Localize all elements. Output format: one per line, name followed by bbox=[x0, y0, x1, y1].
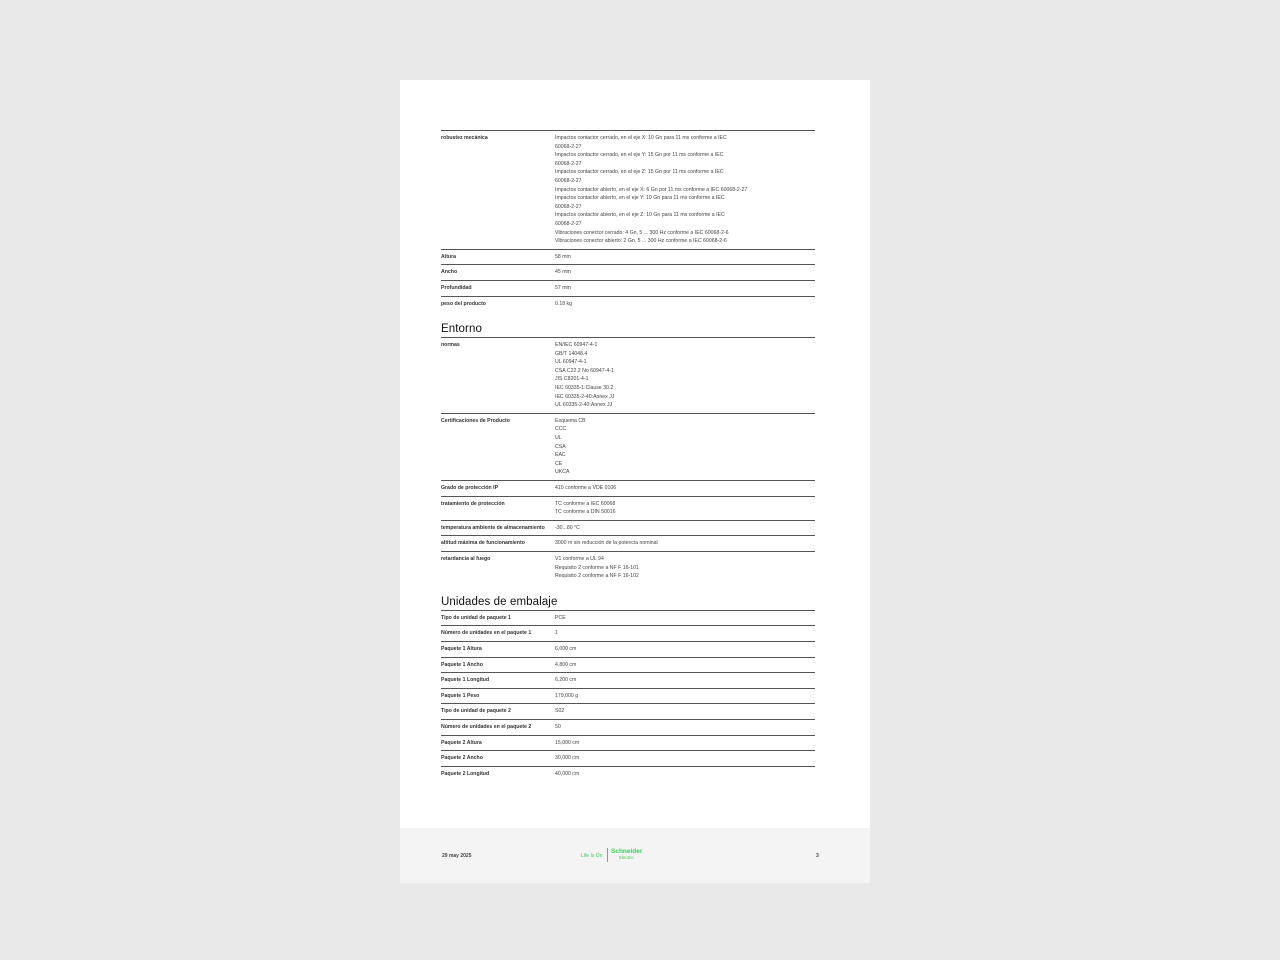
spec-row bbox=[441, 688, 815, 704]
spec-row bbox=[441, 130, 815, 249]
spec-row bbox=[441, 551, 815, 584]
logo-brand-bottom: Electric bbox=[619, 855, 634, 860]
spec-value-line: 60068-2-27 bbox=[555, 203, 582, 210]
spec-value-line: TC conforme a IEC 60068 bbox=[555, 500, 616, 507]
spec-value bbox=[555, 614, 815, 623]
spec-value-line: S02 bbox=[555, 708, 565, 715]
section-title-entorno: Entorno bbox=[441, 323, 482, 336]
spec-row bbox=[441, 413, 815, 480]
spec-label: Paquete 2 Longitud bbox=[441, 770, 490, 777]
footer-date: 29 may 2025 bbox=[442, 853, 472, 859]
spec-label: retardancia al fuego bbox=[441, 555, 491, 562]
spec-value-line: CCC bbox=[555, 426, 567, 433]
spec-value-line: 3000 m sin reducción de la potencia nominal bbox=[555, 540, 658, 547]
spec-row bbox=[441, 520, 815, 536]
spec-value-line: EN/IEC 60947-4-1 bbox=[555, 342, 598, 349]
spec-value-line: 40,000 cm bbox=[555, 770, 580, 777]
spec-value-line: CE bbox=[555, 460, 563, 467]
spec-label: Paquete 1 Longitud bbox=[441, 677, 490, 684]
spec-value-line: EAC bbox=[555, 452, 566, 459]
document-page bbox=[400, 80, 870, 883]
spec-row bbox=[441, 641, 815, 657]
spec-value-line: Requisito 2 conforme a NF F 16-102 bbox=[555, 573, 639, 580]
spec-row bbox=[441, 296, 815, 312]
spec-value-line: CSA C22.2 No 60947-4-1 bbox=[555, 367, 614, 374]
spec-label: temperatura ambiente de almacenamiento bbox=[441, 524, 545, 531]
spec-value-line: UL bbox=[555, 435, 562, 442]
spec-value-line: PCE bbox=[555, 614, 566, 621]
spec-value-line: 57 mm bbox=[555, 284, 571, 291]
spec-value-line: Esquema CB bbox=[555, 417, 586, 424]
spec-value bbox=[555, 707, 815, 716]
spec-value-line: IEC 60335-2-40:Annex JJ bbox=[555, 393, 615, 400]
spec-value-line: 50 bbox=[555, 723, 561, 730]
spec-value bbox=[555, 739, 815, 748]
spec-value-line: GB/T 14048.4 bbox=[555, 350, 588, 357]
spec-value-line: Impactos contactor cerrado, en el eje X: 10 Gn para 11 ms conforme a IEC bbox=[555, 135, 727, 141]
spec-label: tratamiento de protección bbox=[441, 500, 505, 507]
spec-value-line: CSA bbox=[555, 443, 566, 450]
spec-value bbox=[555, 524, 815, 533]
spec-row bbox=[441, 535, 815, 551]
spec-value bbox=[555, 539, 815, 548]
packaging-spec-table bbox=[441, 610, 815, 782]
spec-value-line: 179,000 g bbox=[555, 692, 579, 699]
spec-value-line: 60068-2-27 bbox=[555, 160, 582, 167]
spec-label: Número de unidades en el paquete 2 bbox=[441, 723, 532, 730]
page-number: 3 bbox=[816, 853, 819, 859]
spec-value-line: TC conforme a DIN 50016 bbox=[555, 509, 616, 516]
logo-brand-top: Schneider bbox=[611, 848, 643, 855]
spec-value-line: Requisito 2 conforme a NF F 16-101 bbox=[555, 564, 639, 571]
page-footer bbox=[400, 828, 870, 883]
spec-value-line: 410 conforme a VDE 0106 bbox=[555, 485, 617, 491]
spec-label: peso del producto bbox=[441, 300, 486, 307]
spec-value bbox=[555, 268, 815, 277]
spec-value bbox=[555, 770, 815, 779]
spec-value bbox=[555, 754, 815, 763]
spec-value-line: UKCA bbox=[555, 469, 570, 476]
spec-value-line: 0.18 kg bbox=[555, 300, 573, 307]
spec-value-line: Vibraciones conector cerrado: 4 Gn, 5 ... 300 Hz conforme a IEC 60068-2-6 bbox=[555, 229, 729, 236]
spec-row bbox=[441, 719, 815, 735]
spec-label: Paquete 1 Altura bbox=[441, 645, 482, 652]
spec-row bbox=[441, 657, 815, 673]
footer-tagline: Life Is On bbox=[581, 853, 603, 859]
spec-value-line: 60068-2-27 bbox=[555, 143, 582, 150]
spec-value-line: Vibraciones conector abierto: 2 Gn, 5 ... 300 Hz conforme a IEC 60068-2-6 bbox=[555, 238, 727, 245]
spec-row bbox=[441, 625, 815, 641]
spec-label: Paquete 2 Altura bbox=[441, 739, 482, 746]
environment-spec-table bbox=[441, 337, 815, 584]
spec-label: normas bbox=[441, 342, 460, 349]
spec-value-line: UL 60947-4-1 bbox=[555, 359, 587, 366]
spec-row bbox=[441, 264, 815, 280]
section-title-embalaje: Unidades de embalaje bbox=[441, 595, 558, 608]
spec-label: Certificaciones de Producto bbox=[441, 417, 510, 424]
mechanical-spec-table bbox=[441, 130, 815, 311]
spec-value-line: 1 bbox=[555, 630, 558, 637]
spec-label: robustez mecánica bbox=[441, 135, 488, 141]
spec-value-line: 6,000 cm bbox=[555, 645, 577, 652]
page-content bbox=[441, 130, 815, 781]
spec-value-line: UL 60335-2-40:Annex JJ bbox=[555, 402, 613, 409]
spec-value-line: 30,000 cm bbox=[555, 755, 580, 762]
spec-value bbox=[555, 341, 815, 410]
spec-value bbox=[555, 500, 815, 517]
spec-value-line: Impactos contactor cerrado, en el eje Z: 15 Gn por 11 ms conforme a IEC bbox=[555, 169, 724, 176]
spec-value bbox=[555, 661, 815, 670]
spec-label: Tipo de unidad de paquete 2 bbox=[441, 708, 511, 715]
spec-value bbox=[555, 645, 815, 654]
spec-row bbox=[441, 496, 815, 520]
spec-value-line: IEC 60335-1:Clause 30.2 bbox=[555, 385, 614, 392]
spec-label: Profundidad bbox=[441, 284, 472, 291]
spec-label: Ancho bbox=[441, 269, 458, 276]
spec-row bbox=[441, 735, 815, 751]
spec-label: Paquete 1 Ancho bbox=[441, 661, 483, 668]
spec-row bbox=[441, 703, 815, 719]
spec-value bbox=[555, 555, 815, 581]
spec-value-line: 45 mm bbox=[555, 269, 571, 276]
spec-value-line: 6,200 cm bbox=[555, 677, 577, 684]
spec-value bbox=[555, 676, 815, 685]
spec-value bbox=[555, 253, 815, 262]
spec-row bbox=[441, 610, 815, 626]
spec-value-line: 15,000 cm bbox=[555, 739, 580, 746]
spec-value-line: Impactos contactor cerrado, en el eje Y: 15 Gn por 11 ms conforme a IEC bbox=[555, 152, 724, 159]
spec-value bbox=[555, 300, 815, 309]
spec-value-line: V1 conforme a UL 94 bbox=[555, 555, 604, 562]
spec-label: Altura bbox=[441, 253, 456, 260]
spec-value bbox=[555, 692, 815, 701]
spec-label: Tipo de unidad de paquete 1 bbox=[441, 614, 511, 621]
schneider-logo bbox=[607, 848, 642, 862]
spec-row bbox=[441, 750, 815, 766]
spec-row bbox=[441, 766, 815, 782]
spec-value bbox=[555, 417, 815, 477]
spec-label: Paquete 1 Peso bbox=[441, 692, 480, 699]
spec-value-line: 60068-2-27 bbox=[555, 177, 582, 184]
spec-value bbox=[555, 629, 815, 638]
spec-value-line: 60068-2-27 bbox=[555, 220, 582, 227]
spec-value-line: Impactos contactor abierto, en el eje Y: 10 Gn para 11 ms conforme a IEC bbox=[555, 195, 725, 202]
spec-value bbox=[555, 134, 815, 246]
spec-label: altitud máxima de funcionamiento bbox=[441, 540, 525, 547]
spec-label: Número de unidades en el paquete 1 bbox=[441, 630, 532, 637]
spec-row bbox=[441, 672, 815, 688]
spec-value bbox=[555, 723, 815, 732]
spec-label: Grado de protección IP bbox=[441, 485, 499, 491]
spec-value-line: Impactos contactor abierto, en el eje Z: 10 Gn para 11 ms conforme a IEC bbox=[555, 212, 725, 219]
spec-value bbox=[555, 284, 815, 293]
spec-value-line: 4,800 cm bbox=[555, 661, 577, 668]
spec-value-line: JIS C8201-4-1 bbox=[555, 376, 589, 383]
spec-value bbox=[555, 484, 815, 493]
spec-row bbox=[441, 480, 815, 496]
spec-row bbox=[441, 280, 815, 296]
spec-label: Paquete 2 Ancho bbox=[441, 755, 483, 762]
spec-value-line: Impactos contactor abierto, en el eje X: 6 Gn por 11 ms conforme a IEC 60068-2-27 bbox=[555, 186, 748, 193]
spec-value-line: -30...80 °C bbox=[555, 524, 580, 531]
spec-value-line: 58 mm bbox=[555, 253, 571, 260]
spec-row bbox=[441, 249, 815, 265]
spec-row bbox=[441, 337, 815, 413]
